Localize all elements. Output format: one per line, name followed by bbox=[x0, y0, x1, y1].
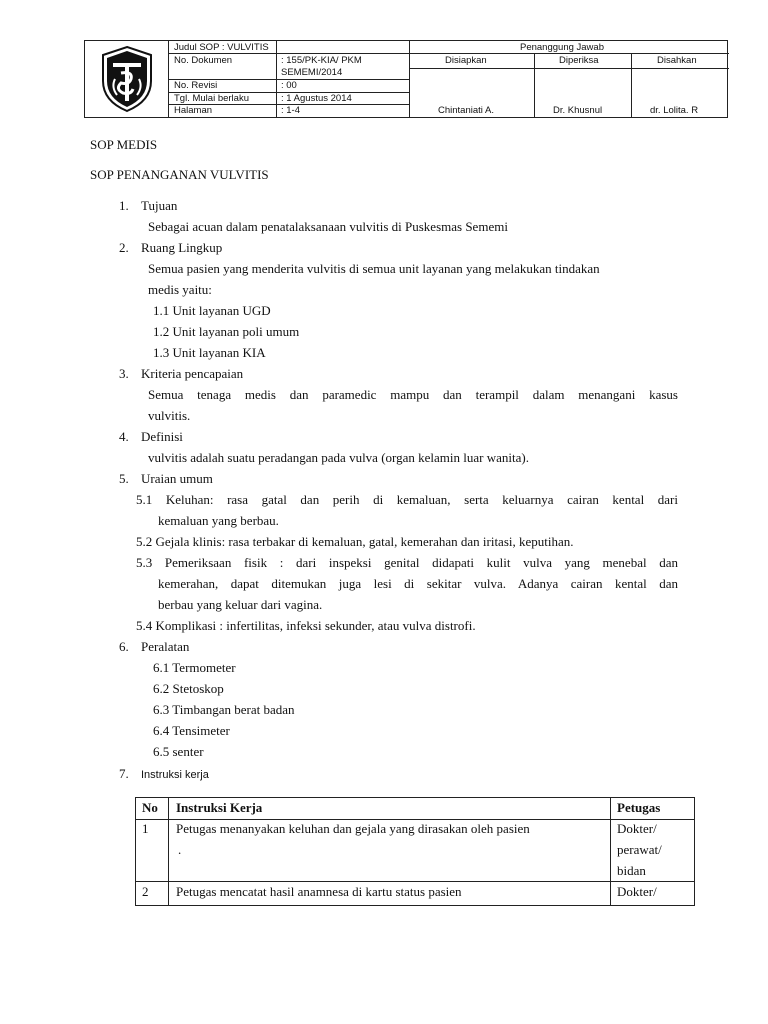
section-5-2: 5.2 Gejala klinis: rasa terbakar di kemaluan, gatal, kemerahan dan iritasi, keputihan. bbox=[136, 534, 574, 549]
disahkan-name: dr. Lolita. R bbox=[650, 105, 699, 116]
section-2-item-3: 1.3 Unit layanan KIA bbox=[153, 345, 266, 360]
section-3-text: Semua tenaga medis dan paramedic mampu dan terampil dalam menangani kasus bbox=[148, 387, 678, 402]
section-2-text: Semua pasien yang menderita vulvitis di semua unit layanan yang melakukan tindakan bbox=[148, 261, 600, 276]
section-1-title: Tujuan bbox=[141, 198, 178, 213]
section-3-title: Kriteria pencapaian bbox=[141, 366, 244, 381]
section-1-text: Sebagai acuan dalam penatalaksanaan vulvitis di Puskesmas Sememi bbox=[148, 219, 508, 234]
section-5-title: Uraian umum bbox=[141, 471, 213, 486]
no-dokumen-value: : 155/PK-KIA/ PKM bbox=[281, 55, 362, 66]
diperiksa-name: Dr. Khusnul bbox=[553, 105, 603, 116]
table-row-1-petugas-3: bidan bbox=[617, 863, 646, 878]
section-4-text: vulvitis adalah suatu peradangan pada vulva (organ kelamin luar wanita). bbox=[148, 450, 529, 465]
judul-sop: Judul SOP : VULVITIS bbox=[174, 42, 269, 53]
table-row-1-no: 1 bbox=[142, 821, 149, 836]
section-7-title: Instruksi kerja bbox=[141, 769, 209, 781]
section-3-text-2: vulvitis. bbox=[148, 408, 191, 423]
diperiksa-label: Diperiksa bbox=[559, 55, 599, 66]
disahkan-label: Disahkan bbox=[657, 55, 697, 66]
table-row-2-petugas-1: Dokter/ bbox=[617, 884, 657, 899]
tgl-mulai-label: Tgl. Mulai berlaku bbox=[174, 93, 249, 104]
no-revisi-label: No. Revisi bbox=[174, 80, 218, 91]
section-5-3-cont: kemerahan, dapat ditemukan juga lesi di sekitar vulva. Adanya cairan kental dan bbox=[158, 576, 678, 591]
table-row-1-petugas-1: Dokter/ bbox=[617, 821, 657, 836]
doc-title-2: SOP PENANGANAN VULVITIS bbox=[90, 167, 269, 182]
logo-cell bbox=[85, 41, 169, 117]
section-5-1-cont: kemaluan yang berbau. bbox=[158, 513, 279, 528]
section-6-item-5: 6.5 senter bbox=[153, 744, 204, 759]
section-5-3-cont-2: berbau yang keluar dari vagina. bbox=[158, 597, 323, 612]
table-header-petugas: Petugas bbox=[617, 800, 661, 815]
table-row-1-petugas-2: perawat/ bbox=[617, 842, 662, 857]
penanggung-jawab: Penanggung Jawab bbox=[520, 42, 604, 53]
table-row-1-dot: . bbox=[178, 842, 182, 857]
disiapkan-name: Chintaniati A. bbox=[438, 105, 494, 116]
section-2-item-2: 1.2 Unit layanan poli umum bbox=[153, 324, 300, 339]
section-2-number: 2. bbox=[119, 240, 129, 255]
section-3-number: 3. bbox=[119, 366, 129, 381]
table-header-instruksi: Instruksi Kerja bbox=[176, 800, 263, 815]
section-6-title: Peralatan bbox=[141, 639, 190, 654]
halaman-label: Halaman bbox=[174, 105, 213, 116]
table-row-2-no: 2 bbox=[142, 884, 149, 899]
work-instruction-table bbox=[135, 797, 695, 906]
section-6-item-1: 6.1 Termometer bbox=[153, 660, 236, 675]
tgl-mulai-value: : 1 Agustus 2014 bbox=[281, 93, 352, 104]
table-row-2-instruksi: Petugas mencatat hasil anamnesa di kartu status pasien bbox=[176, 884, 462, 899]
section-6-item-2: 6.2 Stetoskop bbox=[153, 681, 224, 696]
section-5-1: 5.1 Keluhan: rasa gatal dan perih di kemaluan, serta keluarnya cairan kental dari bbox=[136, 492, 678, 507]
section-6-item-4: 6.4 Tensimeter bbox=[153, 723, 230, 738]
section-5-4: 5.4 Komplikasi : infertilitas, infeksi sekunder, atau vulva distrofi. bbox=[136, 618, 476, 633]
doc-title-1: SOP MEDIS bbox=[90, 137, 158, 152]
section-2-item-1: 1.1 Unit layanan UGD bbox=[153, 303, 271, 318]
no-revisi-value: : 00 bbox=[281, 80, 297, 91]
section-6-number: 6. bbox=[119, 639, 129, 654]
table-header-no: No bbox=[142, 800, 158, 815]
section-1-number: 1. bbox=[119, 198, 129, 213]
city-crest-logo bbox=[85, 41, 169, 117]
table-row-1-instruksi: Petugas menanyakan keluhan dan gejala yang dirasakan oleh pasien bbox=[176, 821, 530, 836]
section-4-title: Definisi bbox=[141, 429, 183, 444]
section-7-number: 7. bbox=[119, 766, 129, 781]
section-4-number: 4. bbox=[119, 429, 129, 444]
section-5-number: 5. bbox=[119, 471, 129, 486]
section-6-item-3: 6.3 Timbangan berat badan bbox=[153, 702, 295, 717]
no-dokumen-value-2: SEMEMI/2014 bbox=[281, 67, 343, 78]
no-dokumen-label: No. Dokumen bbox=[174, 55, 233, 66]
halaman-value: : 1-4 bbox=[281, 105, 301, 116]
disiapkan-label: Disiapkan bbox=[445, 55, 487, 66]
section-2-text-2: medis yaitu: bbox=[148, 282, 212, 297]
sop-header-table bbox=[84, 40, 728, 118]
section-2-title: Ruang Lingkup bbox=[141, 240, 223, 255]
section-5-3: 5.3 Pemeriksaan fisik : dari inspeksi genital didapati kulit vulva yang menebal dan bbox=[136, 555, 678, 570]
